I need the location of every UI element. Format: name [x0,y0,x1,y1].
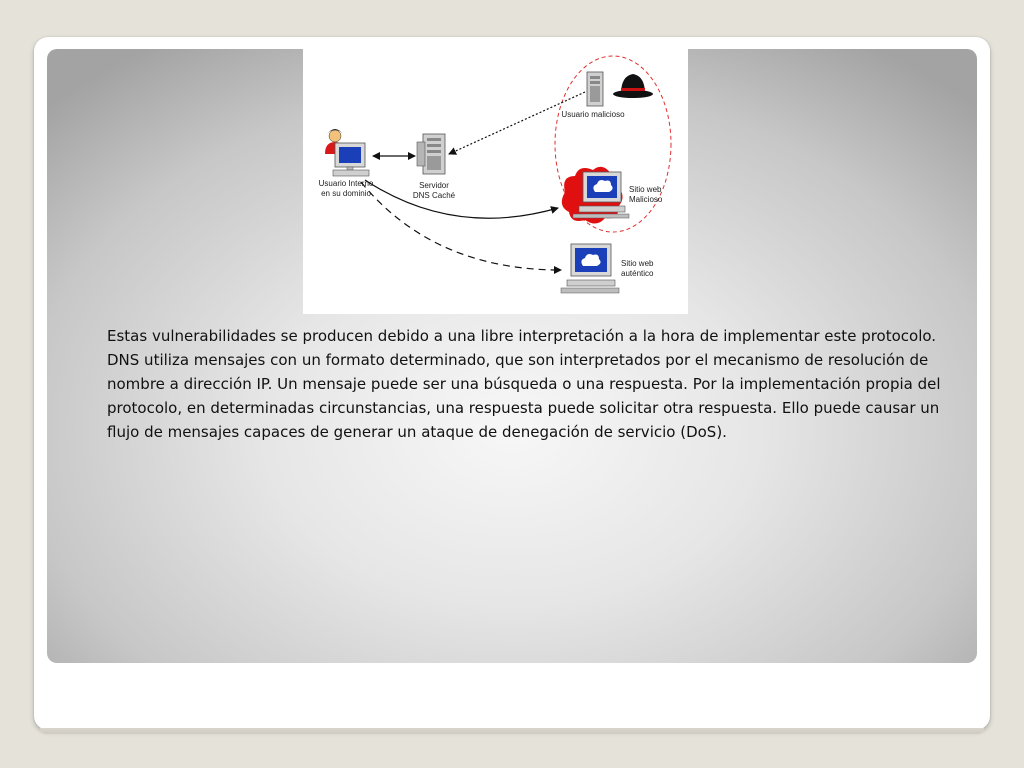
authentic-site-label-2: auténtico [621,269,654,278]
internal-user-computer-icon [325,129,369,176]
malicious-site-label-1: Sitio web [629,185,662,194]
dns-attack-diagram [303,48,688,314]
card-shadow [40,728,984,734]
internal-user-label-1: Usuario Interno [318,179,374,188]
internal-user-label-2: en su dominio [321,189,371,198]
slide-body-text: Estas vulnerabilidades se producen debido a una libre interpretación a la hora de implementar este protocolo. DNS utiliza mensajes con un formato determinado, que son interpretados por el mecanismo de resolución de nombre a dirección IP. Un mensaje puede ser una búsqueda o una respuesta. Por la implementación propia del protocolo, en determinadas circunstancias, una respuesta puede solicitar otra respuesta. Ello puede causar un flujo de mensajes capaces de generar un ataque de denegación de servicio (DoS). [107,327,941,441]
malicious-user-icon [587,72,653,106]
server-label-2: DNS Caché [412,191,456,200]
server-label-1: Servidor [419,181,449,190]
malicious-user-label: Usuario malicioso [561,110,625,119]
malicious-to-server-arrow [449,92,585,154]
authentic-site-label-1: Sitio web [621,259,654,268]
dns-server-icon [417,134,445,174]
malicious-site-label-2: Malicioso [629,195,663,204]
user-to-malicious-site-arrow [365,180,558,218]
malicious-site-icon [562,167,629,224]
authentic-site-icon [561,244,619,293]
